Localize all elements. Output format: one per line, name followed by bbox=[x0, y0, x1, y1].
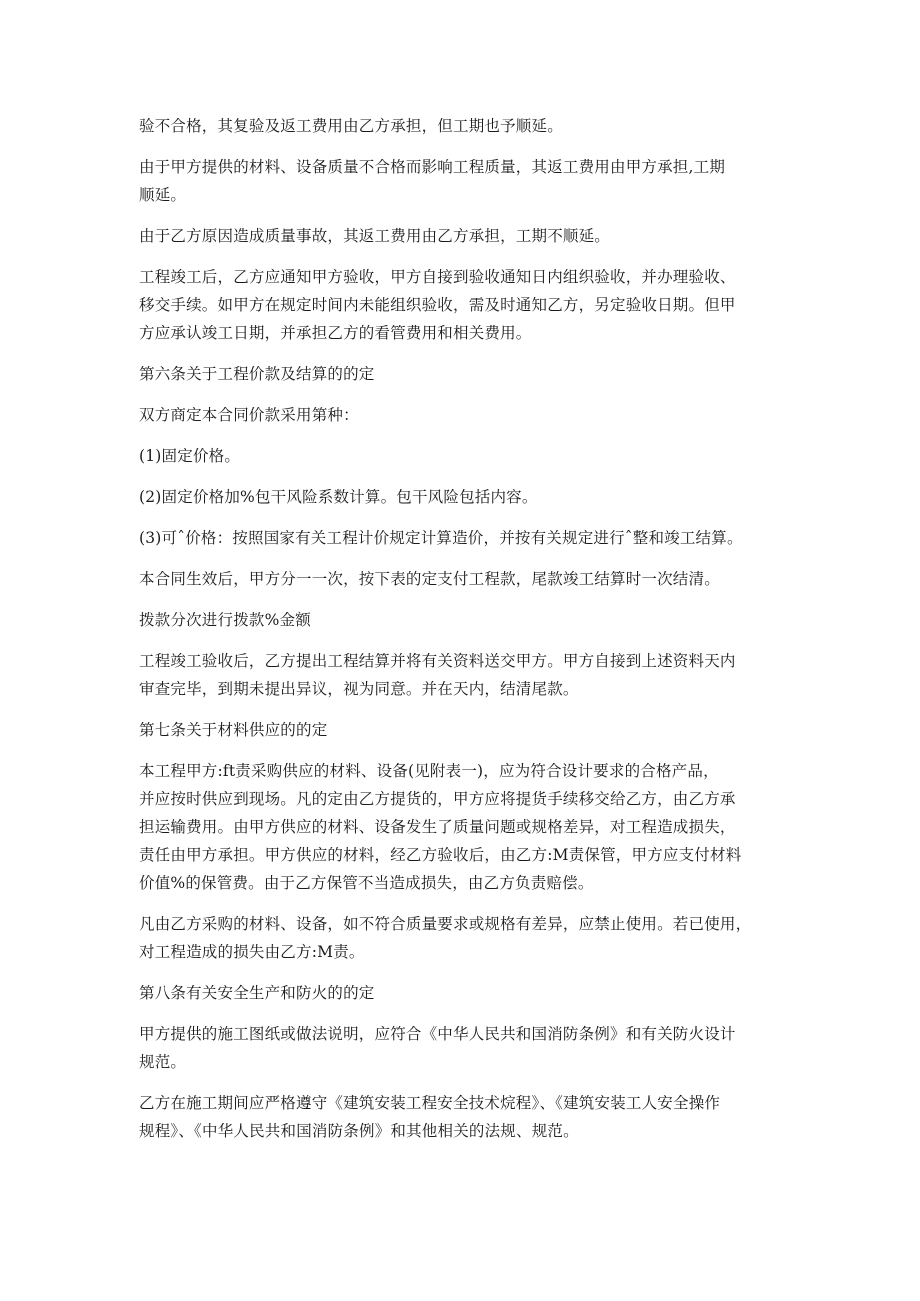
paragraph bbox=[139, 112, 789, 140]
text-line: (1)固定价格。 bbox=[139, 447, 241, 465]
text-line: (3)可ˆ价格：按照国家有关工程计价规定计算造价，并按有关规定进行ˆ整和竣工结算。 bbox=[139, 529, 743, 547]
text-line: 并应按时供应到现场。凡的定由乙方提货的，甲方应将提货手续移交给乙方，由乙方承 bbox=[139, 790, 736, 808]
text-line: (2)固定价格加%包干风险系数计算。包干风险包括内容。 bbox=[139, 488, 538, 506]
text-line: 甲方提供的施工图纸或做法说明，应符合《中华人民共和国消防条例》和有关防火设计 bbox=[139, 1025, 736, 1043]
text-line: 凡由乙方采购的材料、设备，如不符合质量要求或规格有差异，应禁止使用。若已使用， bbox=[139, 915, 752, 933]
text-line: 验不合格，其复验及返工费用由乙方承担，但工期也予顺延。 bbox=[139, 117, 563, 135]
paragraph bbox=[139, 757, 789, 897]
text-line: 责任由甲方承担。甲方供应的材料，经乙方验收后，由乙方:M责保管，甲方应支付材料 bbox=[139, 846, 742, 864]
list-item bbox=[139, 524, 789, 552]
list-item bbox=[139, 442, 789, 470]
paragraph bbox=[139, 910, 789, 966]
text-line: 双方商定本合同价款采用第种： bbox=[139, 406, 359, 424]
text-line: 规程》、《中华人民共和国消防条例》和其他相关的法规、规范。 bbox=[139, 1122, 579, 1140]
text-line: 规范。 bbox=[139, 1053, 187, 1071]
section-heading bbox=[139, 979, 789, 1007]
paragraph bbox=[139, 1089, 789, 1145]
text-line: 方应承认竣工日期，并承担乙方的看管费用和相关费用。 bbox=[139, 324, 532, 342]
text-line: 拨款分次进行拨款%金额 bbox=[139, 611, 311, 629]
text-line: 工程竣工后，乙方应通知甲方验收，甲方自接到验收通知日内组织验收，并办理验收、 bbox=[139, 268, 736, 286]
paragraph bbox=[139, 647, 789, 703]
text-line: 第八条有关安全生产和防火的的定 bbox=[139, 984, 375, 1002]
paragraph bbox=[139, 1020, 789, 1076]
text-line: 移交手续。如甲方在规定时间内未能组织验收，需及时通知乙方，另定验收日期。但甲 bbox=[139, 296, 736, 314]
paragraph bbox=[139, 606, 789, 634]
list-item bbox=[139, 483, 789, 511]
paragraph bbox=[139, 222, 789, 250]
text-line: 顺延。 bbox=[139, 186, 187, 204]
text-line: 第七条关于材料供应的的定 bbox=[139, 721, 328, 739]
section-heading bbox=[139, 716, 789, 744]
text-line: 乙方在施工期间应严格遵守《建筑安装工程安全技术烷程》、《建筑安装工人安全操作 bbox=[139, 1094, 721, 1112]
text-line: 审查完毕，到期未提出异议，视为同意。并在天内，结清尾款。 bbox=[139, 680, 579, 698]
text-line: 本合同生效后，甲方分一一次，按下表的定支付工程款，尾款竣工结算时一次结清。 bbox=[139, 570, 720, 588]
text-line: 价值%的保管费。由于乙方保管不当造成损失，由乙方负责赔偿。 bbox=[139, 874, 594, 892]
text-line: 对工程造成的损失由乙方:M责。 bbox=[139, 943, 365, 961]
paragraph bbox=[139, 153, 789, 209]
section-heading bbox=[139, 360, 789, 388]
text-line: 担运输费用。由甲方供应的材料、设备发生了质量问题或规格差异，对工程造成损失， bbox=[139, 818, 736, 836]
paragraph bbox=[139, 263, 789, 347]
text-line: 工程竣工验收后，乙方提出工程结算并将有关资料送交甲方。甲方自接到上述资料天内 bbox=[139, 652, 736, 670]
document-body bbox=[139, 112, 789, 1158]
paragraph bbox=[139, 565, 789, 593]
text-line: 本工程甲方:ft责采购供应的材料、设备(见附表一)，应为符合设计要求的合格产品， bbox=[139, 762, 719, 780]
text-line: 由于甲方提供的材料、设备质量不合格而影响工程质量，其返工费用由甲方承担,工期 bbox=[139, 158, 726, 176]
text-line: 由于乙方原因造成质量事故，其返工费用由乙方承担，工期不顺延。 bbox=[139, 227, 611, 245]
paragraph bbox=[139, 401, 789, 429]
text-line: 第六条关于工程价款及结算的的定 bbox=[139, 365, 375, 383]
